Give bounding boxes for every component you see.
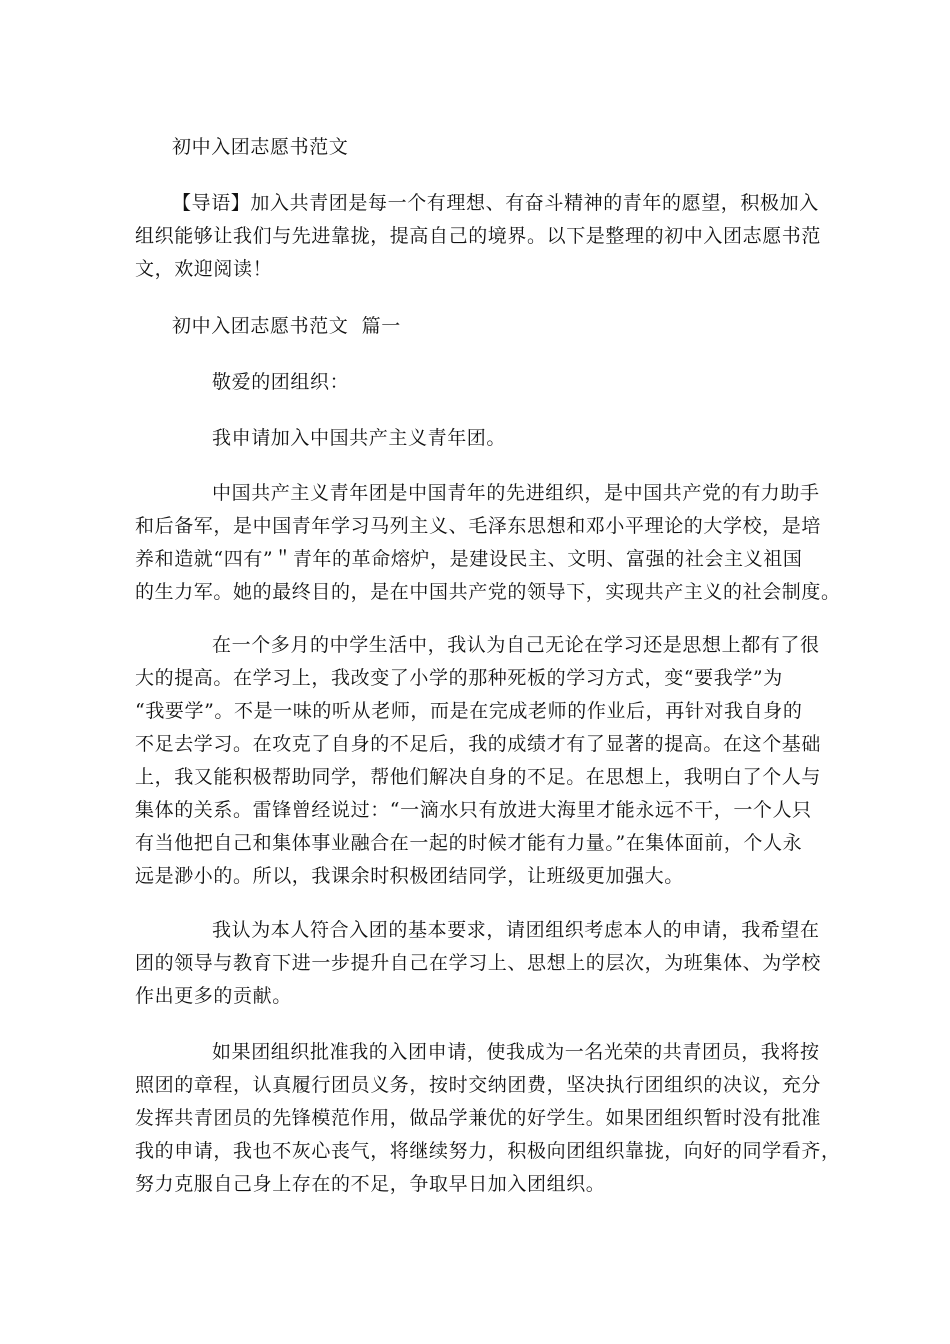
intro-line: 文，欢迎阅读！ [135,258,273,280]
paragraph-line: 发挥共青团员的先锋模范作用，做品学兼优的好学生。如果团组织暂时没有批准 [135,1107,822,1129]
paragraph-line: 养和造就“四有”＂青年的革命熔炉，是建设民主、文明、富强的社会主义祖国 [135,548,803,570]
paragraph-line: “我要学”。不是一味的听从老师，而是在完成老师的作业后，再针对我自身的 [135,700,803,722]
paragraph-line: 我申请加入中国共产主义青年团。 [212,427,507,449]
paragraph-line: 大的提高。在学习上，我改变了小学的那种死板的学习方式，变“要我学”为 [135,667,783,689]
paragraph-line: 在一个多月的中学生活中，我认为自己无论在学习还是思想上都有了很 [212,634,820,656]
section-title: 初中入团志愿书范文 篇一 [172,315,401,337]
paragraph-line: 我的申请，我也不灰心丧气，将继续努力，积极向团组织靠拢，向好的同学看齐， [135,1140,841,1162]
intro-line: 组织能够让我们与先进靠拢，提高自己的境界。以下是整理的初中入团志愿书范 [135,225,822,247]
paragraph-line: 如果团组织批准我的入团申请，使我成为一名光荣的共青团员，我将按 [212,1041,820,1063]
paragraph-line: 不足去学习。在攻克了自身的不足后，我的成绩才有了显著的提高。在这个基础 [135,733,822,755]
salutation: 敬爱的团组织： [212,371,350,393]
paragraph-line: 上，我又能积极帮助同学，帮他们解决自身的不足。在思想上，我明白了个人与 [135,766,822,788]
paragraph-line: 我认为本人符合入团的基本要求，请团组织考虑本人的申请，我希望在 [212,919,820,941]
paragraph-line: 的生力军。她的最终目的，是在中国共产党的领导下，实现共产主义的社会制度。 [135,581,841,603]
paragraph-line: 团的领导与教育下进一步提升自己在学习上、思想上的层次，为班集体、为学校 [135,952,822,974]
paragraph-line: 有当他把自己和集体事业融合在一起的时候才能有力量。”在集体面前，个人永 [135,832,803,854]
paragraph-line: 照团的章程，认真履行团员义务，按时交纳团费，坚决执行团组织的决议，充分 [135,1074,822,1096]
paragraph-line: 努力克服自己身上存在的不足，争取早日加入团组织。 [135,1173,606,1195]
paragraph-line: 作出更多的贡献。 [135,985,292,1007]
document-title: 初中入团志愿书范文 [172,136,349,158]
paragraph-line: 远是渺小的。所以，我课余时积极团结同学，让班级更加强大。 [135,865,684,887]
paragraph-line: 中国共产主义青年团是中国青年的先进组织，是中国共产党的有力助手 [212,482,820,504]
paragraph-line: 集体的关系。雷锋曾经说过：“一滴水只有放进大海里才能永远不干，一个人只 [135,799,812,821]
intro-line: 【导语】加入共青团是每一个有理想、有奋斗精神的青年的愿望，积极加入 [172,192,819,214]
paragraph-line: 和后备军，是中国青年学习马列主义、毛泽东思想和邓小平理论的大学校，是培 [135,515,822,537]
